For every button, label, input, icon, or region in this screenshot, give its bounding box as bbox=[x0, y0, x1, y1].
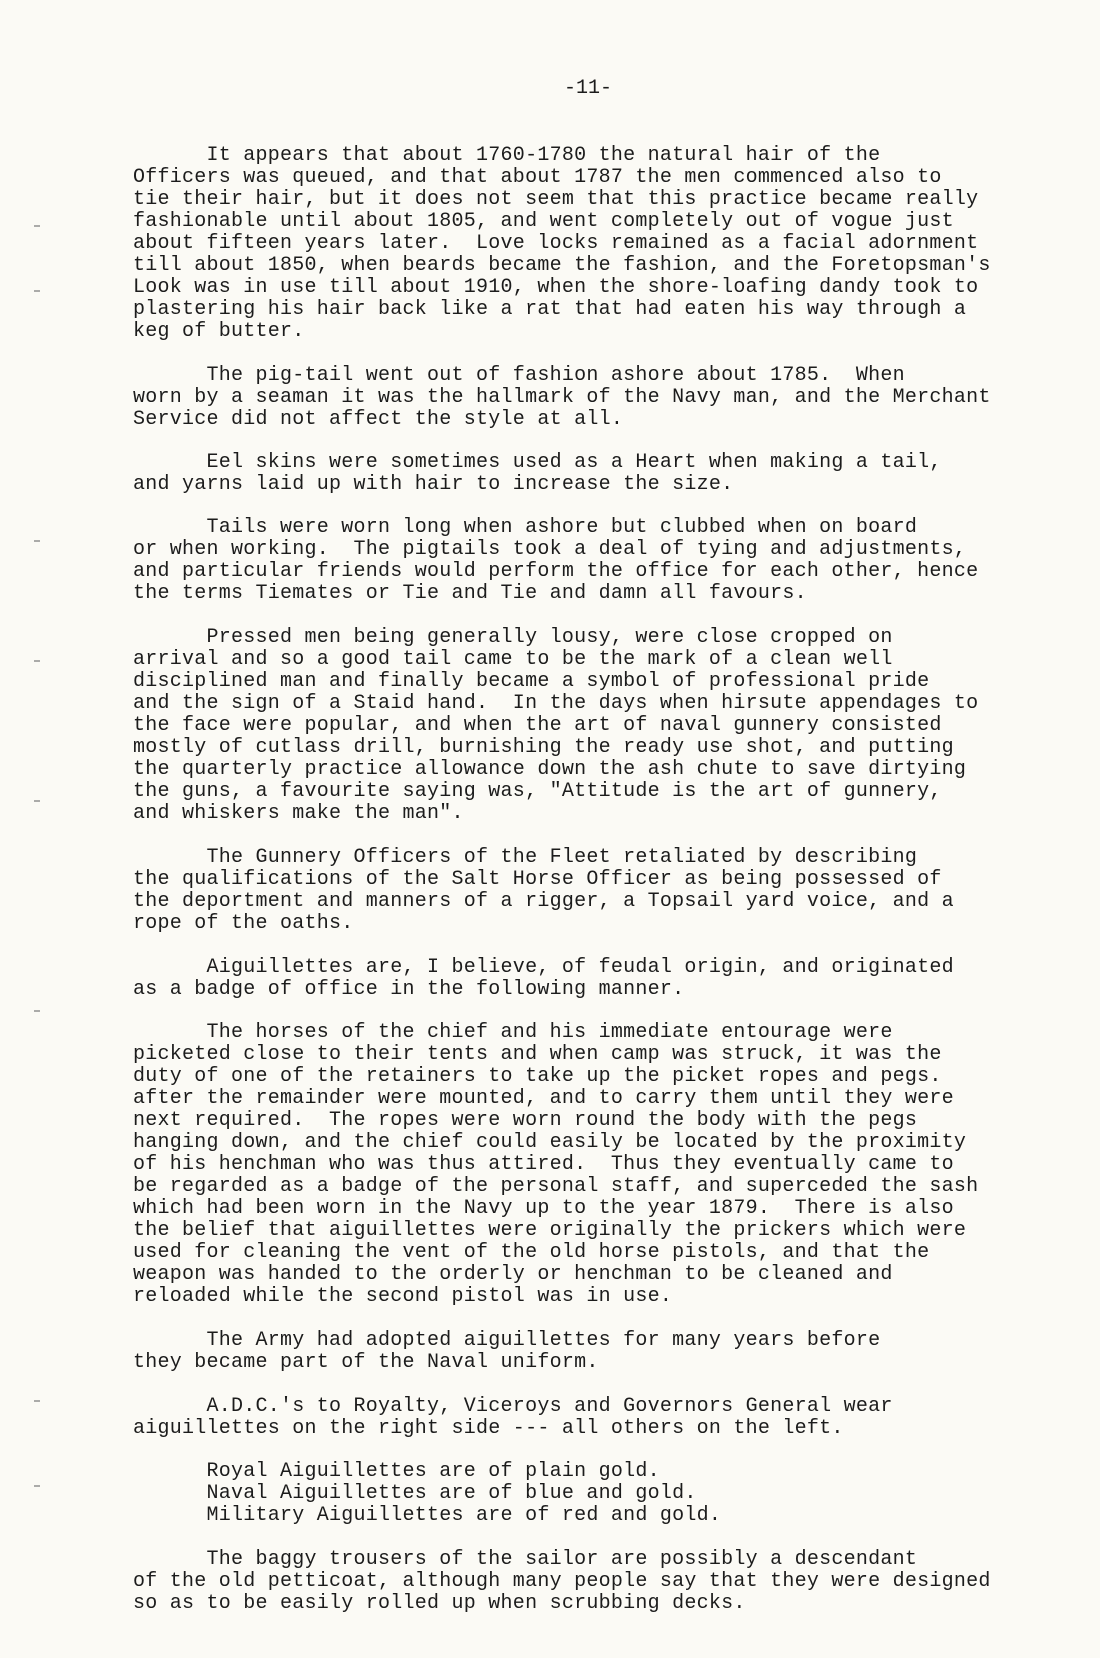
text-line: so as to be easily rolled up when scrubbing decks. bbox=[133, 1592, 746, 1615]
text-line: the deportment and manners of a rigger, a Topsail yard voice, and a bbox=[133, 890, 954, 913]
margin-mark bbox=[34, 1010, 40, 1012]
text-line: the terms Tiemates or Tie and Tie and damn all favours. bbox=[133, 582, 807, 605]
text-line: the guns, a favourite saying was, "Attitude is the art of gunnery, bbox=[133, 780, 942, 803]
text-line: as a badge of office in the following manner. bbox=[133, 978, 685, 1001]
text-line: of his henchman who was thus attired. Thus they eventually came to bbox=[133, 1153, 954, 1176]
text-line: tie their hair, but it does not seem that this practice became really bbox=[133, 188, 979, 211]
text-line: plastering his hair back like a rat that had eaten his way through a bbox=[133, 298, 967, 321]
text-line: Pressed men being generally lousy, were close cropped on bbox=[133, 626, 893, 649]
text-line: which had been worn in the Navy up to the year 1879. There is also bbox=[133, 1197, 954, 1220]
text-line: next required. The ropes were worn round the body with the pegs bbox=[133, 1109, 918, 1132]
text-line: till about 1850, when beards became the fashion, and the Foretopsman's bbox=[133, 254, 991, 277]
text-line: aiguillettes on the right side --- all others on the left. bbox=[133, 1417, 844, 1440]
text-line: reloaded while the second pistol was in use. bbox=[133, 1285, 673, 1308]
text-line: A.D.C.'s to Royalty, Viceroys and Governors General wear bbox=[133, 1395, 893, 1418]
text-line: The Gunnery Officers of the Fleet retaliated by describing bbox=[133, 846, 918, 869]
list-item: Naval Aiguillettes are of blue and gold. bbox=[133, 1482, 697, 1505]
text-line: disciplined man and finally became a symbol of professional pride bbox=[133, 670, 930, 693]
text-line: the belief that aiguillettes were originally the prickers which were bbox=[133, 1219, 967, 1242]
text-line: rope of the oaths. bbox=[133, 912, 354, 935]
margin-mark bbox=[34, 800, 40, 802]
text-line: Service did not affect the style at all. bbox=[133, 408, 624, 431]
text-line: and yarns laid up with hair to increase the size. bbox=[133, 473, 734, 496]
text-line: and the sign of a Staid hand. In the days when hirsute appendages to bbox=[133, 692, 979, 715]
text-line: they became part of the Naval uniform. bbox=[133, 1351, 599, 1374]
text-line: picketed close to their tents and when camp was struck, it was the bbox=[133, 1043, 942, 1066]
margin-mark bbox=[34, 290, 40, 292]
text-line: mostly of cutlass drill, burnishing the ready use shot, and putting bbox=[133, 736, 954, 759]
text-line: The pig-tail went out of fashion ashore about 1785. When bbox=[133, 364, 905, 387]
text-line: It appears that about 1760-1780 the natural hair of the bbox=[133, 144, 881, 167]
text-line: used for cleaning the vent of the old horse pistols, and that the bbox=[133, 1241, 930, 1264]
text-line: after the remainder were mounted, and to carry them until they were bbox=[133, 1087, 954, 1110]
text-line: keg of butter. bbox=[133, 320, 305, 343]
text-line: weapon was handed to the orderly or henchman to be cleaned and bbox=[133, 1263, 893, 1286]
text-line: Aiguillettes are, I believe, of feudal origin, and originated bbox=[133, 956, 954, 979]
text-line: The horses of the chief and his immediate entourage were bbox=[133, 1021, 893, 1044]
text-line: the face were popular, and when the art of naval gunnery consisted bbox=[133, 714, 942, 737]
text-line: arrival and so a good tail came to be the mark of a clean well bbox=[133, 648, 893, 671]
text-line: about fifteen years later. Love locks remained as a facial adornment bbox=[133, 232, 979, 255]
margin-mark bbox=[34, 540, 40, 542]
list-item: Military Aiguillettes are of red and gold. bbox=[133, 1504, 722, 1527]
margin-mark bbox=[34, 660, 40, 662]
text-line: duty of one of the retainers to take up the picket ropes and pegs. bbox=[133, 1065, 942, 1088]
text-line: the quarterly practice allowance down the ash chute to save dirtying bbox=[133, 758, 967, 781]
text-line: or when working. The pigtails took a deal of tying and adjustments, bbox=[133, 538, 967, 561]
text-line: hanging down, and the chief could easily be located by the proximity bbox=[133, 1131, 967, 1154]
text-line: Officers was queued, and that about 1787 the men commenced also to bbox=[133, 166, 942, 189]
text-line: The Army had adopted aiguillettes for many years before bbox=[133, 1329, 881, 1352]
page-number: -11- bbox=[564, 77, 613, 100]
text-line: and particular friends would perform the office for each other, hence bbox=[133, 560, 979, 583]
text-line: fashionable until about 1805, and went completely out of vogue just bbox=[133, 210, 954, 233]
margin-mark bbox=[34, 1400, 40, 1402]
text-line: worn by a seaman it was the hallmark of the Navy man, and the Merchant bbox=[133, 386, 991, 409]
text-line: the qualifications of the Salt Horse Officer as being possessed of bbox=[133, 868, 942, 891]
text-line: and whiskers make the man". bbox=[133, 802, 464, 825]
text-line: Eel skins were sometimes used as a Heart when making a tail, bbox=[133, 451, 942, 474]
margin-mark bbox=[34, 225, 40, 227]
text-line: The baggy trousers of the sailor are possibly a descendant bbox=[133, 1548, 918, 1571]
margin-mark bbox=[34, 1485, 40, 1487]
text-line: Look was in use till about 1910, when the shore-loafing dandy took to bbox=[133, 276, 979, 299]
text-line: of the old petticoat, although many people say that they were designed bbox=[133, 1570, 991, 1593]
text-line: be regarded as a badge of the personal staff, and superceded the sash bbox=[133, 1175, 979, 1198]
list-item: Royal Aiguillettes are of plain gold. bbox=[133, 1460, 660, 1483]
text-line: Tails were worn long when ashore but clubbed when on board bbox=[133, 516, 918, 539]
